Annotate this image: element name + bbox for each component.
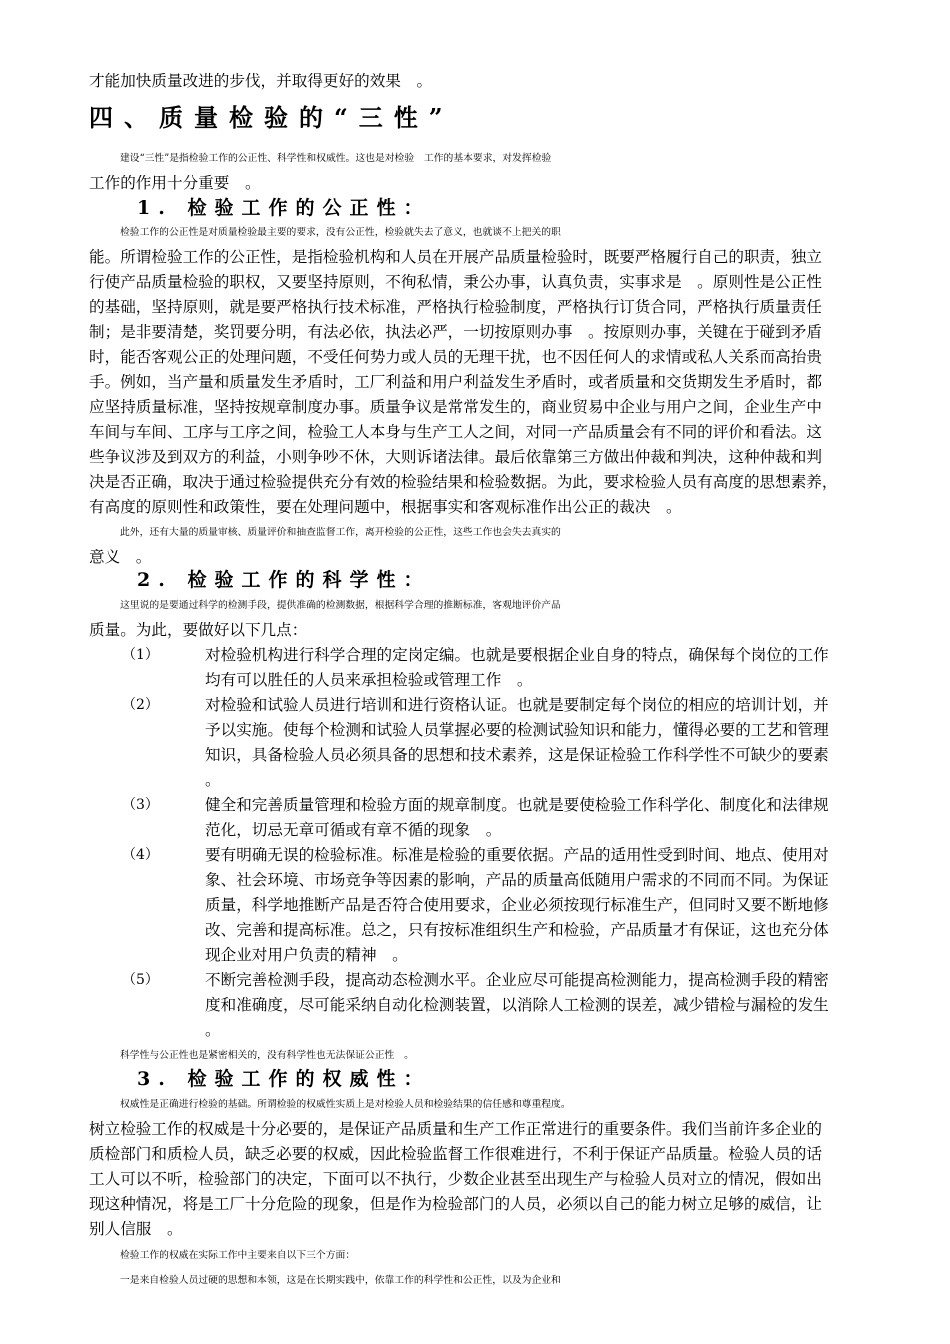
list-item-line: 象、社会环境、市场竞争等因素的影响，产品的质量高低随用户需求的不同而不同。为保证 — [205, 871, 829, 889]
paragraph-line: 权威性是正确进行检验的基础。所谓检验的权威性实质上是对检验人员和检验结果的信任感和尊重程度。 — [120, 1099, 571, 1110]
paragraph-line: 些争议涉及到双方的利益，小则争吵不休，大则诉诸法律。最后依靠第三方做出仲裁和判决，这种仲裁和判 — [89, 448, 822, 466]
paragraph-line: 现这种情况，将是工厂十分危险的现象，但是作为检验部门的人员，必须以自己的能力树立足够的威信，让 — [89, 1195, 822, 1213]
list-item-number: （2） — [122, 697, 159, 713]
section-title: 四、质量检验的“三性” — [89, 103, 454, 132]
section-intro-line: 建设“三性”是指检验工作的公正性、科学性和权威性。这也是对检验 工作的基本要求，对发挥检验 — [120, 153, 552, 164]
list-item-number: （3） — [122, 797, 159, 813]
paragraph-line: 制；是非要清楚，奖罚要分明，有法必依，执法必严，一切按原则办事 。按原则办事，关键在于碰到矛盾 — [89, 323, 822, 341]
paragraph-line: 时，能否客观公正的处理问题，不受任何势力或人员的无理干扰，也不因任何人的求情或私人关系而高抬贵 — [89, 348, 822, 366]
list-item-line: 度和准确度，尽可能采纳自动化检测装置，以消除人工检测的误差，减少错检与漏检的发生 — [205, 996, 829, 1014]
paragraph-line: 质检部门和质检人员，缺乏必要的权威，因此检验监督工作很难进行，不利于保证产品质量。检验人员的话 — [89, 1145, 822, 1163]
subsection-3-title: 3. 检验工作的权威性： — [137, 1068, 431, 1090]
paragraph-line: 此外，还有大量的质量审核、质量评价和抽查监督工作，离开检验的公正性，这些工作也会失去真实的 — [120, 527, 561, 538]
paragraph-line: 质量。为此，要做好以下几点： — [89, 621, 308, 639]
list-item-line: 现企业对用户负责的精神 。 — [205, 946, 408, 964]
list-item-number: （5） — [122, 972, 159, 988]
paragraph-line: 工人可以不听，检验部门的决定，下面可以不执行，少数企业甚至出现生产与检验人员对立的情况，假如出 — [89, 1170, 822, 1188]
list-item-line: 健全和完善质量管理和检验方面的规章制度。也就是要使检验工作科学化、制度化和法律规 — [205, 796, 829, 814]
subsection-2-title: 2. 检验工作的科学性： — [137, 569, 431, 591]
paragraph-line: 决是否正确，取决于通过检验提供充分有效的检验结果和检验数据。为此，要求检验人员有高度的思想素养， — [89, 473, 838, 491]
paragraph-line: 检验工作的权威在实际工作中主要来自以下三个方面： — [120, 1250, 356, 1261]
list-item-line: 。 — [205, 1021, 221, 1039]
paragraph-line: 应坚持质量标准，坚持按规章制度办事。质量争议是常常发生的，商业贸易中企业与用户之间，企业生产中 — [89, 398, 822, 416]
list-item-line: 范化，切忌无章可循或有章不循的现象 。 — [205, 821, 502, 839]
paragraph-line: 树立检验工作的权威是十分必要的，是保证产品质量和生产工作正常进行的重要条件。我们当前许多企业的 — [89, 1120, 822, 1138]
list-item-line: 知识，具备检验人员必须具备的思想和技术素养，这是保证检验工作科学性不可缺少的要素 — [205, 746, 829, 764]
list-item-line: 要有明确无误的检验标准。标准是检验的重要依据。产品的适用性受到时间、地点、使用对 — [205, 846, 829, 864]
paragraph-line: 别人信服 。 — [89, 1220, 183, 1238]
paragraph-line: 一是来自检验人员过硬的思想和本领，这是在长期实践中，依靠工作的科学性和公正性，以及为企业和 — [120, 1275, 561, 1286]
intro-tail-text: 才能加快质量改进的步伐，并取得更好的效果 。 — [89, 72, 433, 90]
paragraph-line: 的基础，坚持原则，就是要严格执行技术标准，严格执行检验制度，严格执行订货合同，严格执行质量责任 — [89, 298, 822, 316]
section-intro-line: 工作的作用十分重要 。 — [89, 174, 261, 192]
list-item-line: 。 — [205, 771, 221, 789]
paragraph-line: 检验工作的公正性是对质量检验最主要的要求，没有公正性，检验就失去了意义，也就谈不上把关的职 — [120, 227, 561, 238]
list-item-number: （4） — [122, 847, 159, 863]
list-item-line: 对检验和试验人员进行培训和进行资格认证。也就是要制定每个岗位的相应的培训计划，并 — [205, 696, 829, 714]
paragraph-line: 科学性与公正性也是紧密相关的，没有科学性也无法保证公正性 。 — [120, 1050, 414, 1061]
paragraph-line: 手。例如，当产量和质量发生矛盾时，工厂利益和用户利益发生矛盾时，或者质量和交货期发生矛盾时，都 — [89, 373, 822, 391]
subsection-1-title: 1. 检验工作的公正性： — [137, 197, 431, 219]
paragraph-line: 能。所谓检验工作的公正性，是指检验机构和人员在开展产品质量检验时，既要严格履行自己的职责，独立 — [89, 248, 822, 266]
list-item-line: 予以实施。使每个检测和试验人员掌握必要的检测试验知识和能力，懂得必要的工艺和管理 — [205, 721, 829, 739]
paragraph-line: 这里说的是要通过科学的检测手段，提供准确的检测数据，根据科学合理的推断标准，客观地评价产品 — [120, 600, 561, 611]
list-item-line: 改、完善和提高标准。总之，只有按标准组织生产和检验，产品质量才有保证，这也充分体 — [205, 921, 829, 939]
paragraph-line: 行使产品质量检验的职权，又要坚持原则，不徇私情，秉公办事，认真负责，实事求是 。原则性是公正性 — [89, 273, 822, 291]
list-item-number: （1） — [122, 647, 159, 663]
list-item-line: 均有可以胜任的人员来承担检验或管理工作 。 — [205, 671, 533, 689]
paragraph-line: 意义 。 — [89, 548, 152, 566]
paragraph-line: 车间与车间、工序与工序之间，检验工人本身与生产工人之间，对同一产品质量会有不同的评价和看法。这 — [89, 423, 822, 441]
list-item-line: 质量，科学地推断产品是否符合使用要求，企业必须按现行标准生产，但同时又要不断地修 — [205, 896, 829, 914]
paragraph-line: 有高度的原则性和政策性，要在处理问题中，根据事实和客观标准作出公正的裁决 。 — [89, 498, 682, 516]
list-item-line: 对检验机构进行科学合理的定岗定编。也就是要根据企业自身的特点，确保每个岗位的工作 — [205, 646, 829, 664]
list-item-line: 不断完善检测手段，提高动态检测水平。企业应尽可能提高检测能力，提高检测手段的精密 — [205, 971, 829, 989]
